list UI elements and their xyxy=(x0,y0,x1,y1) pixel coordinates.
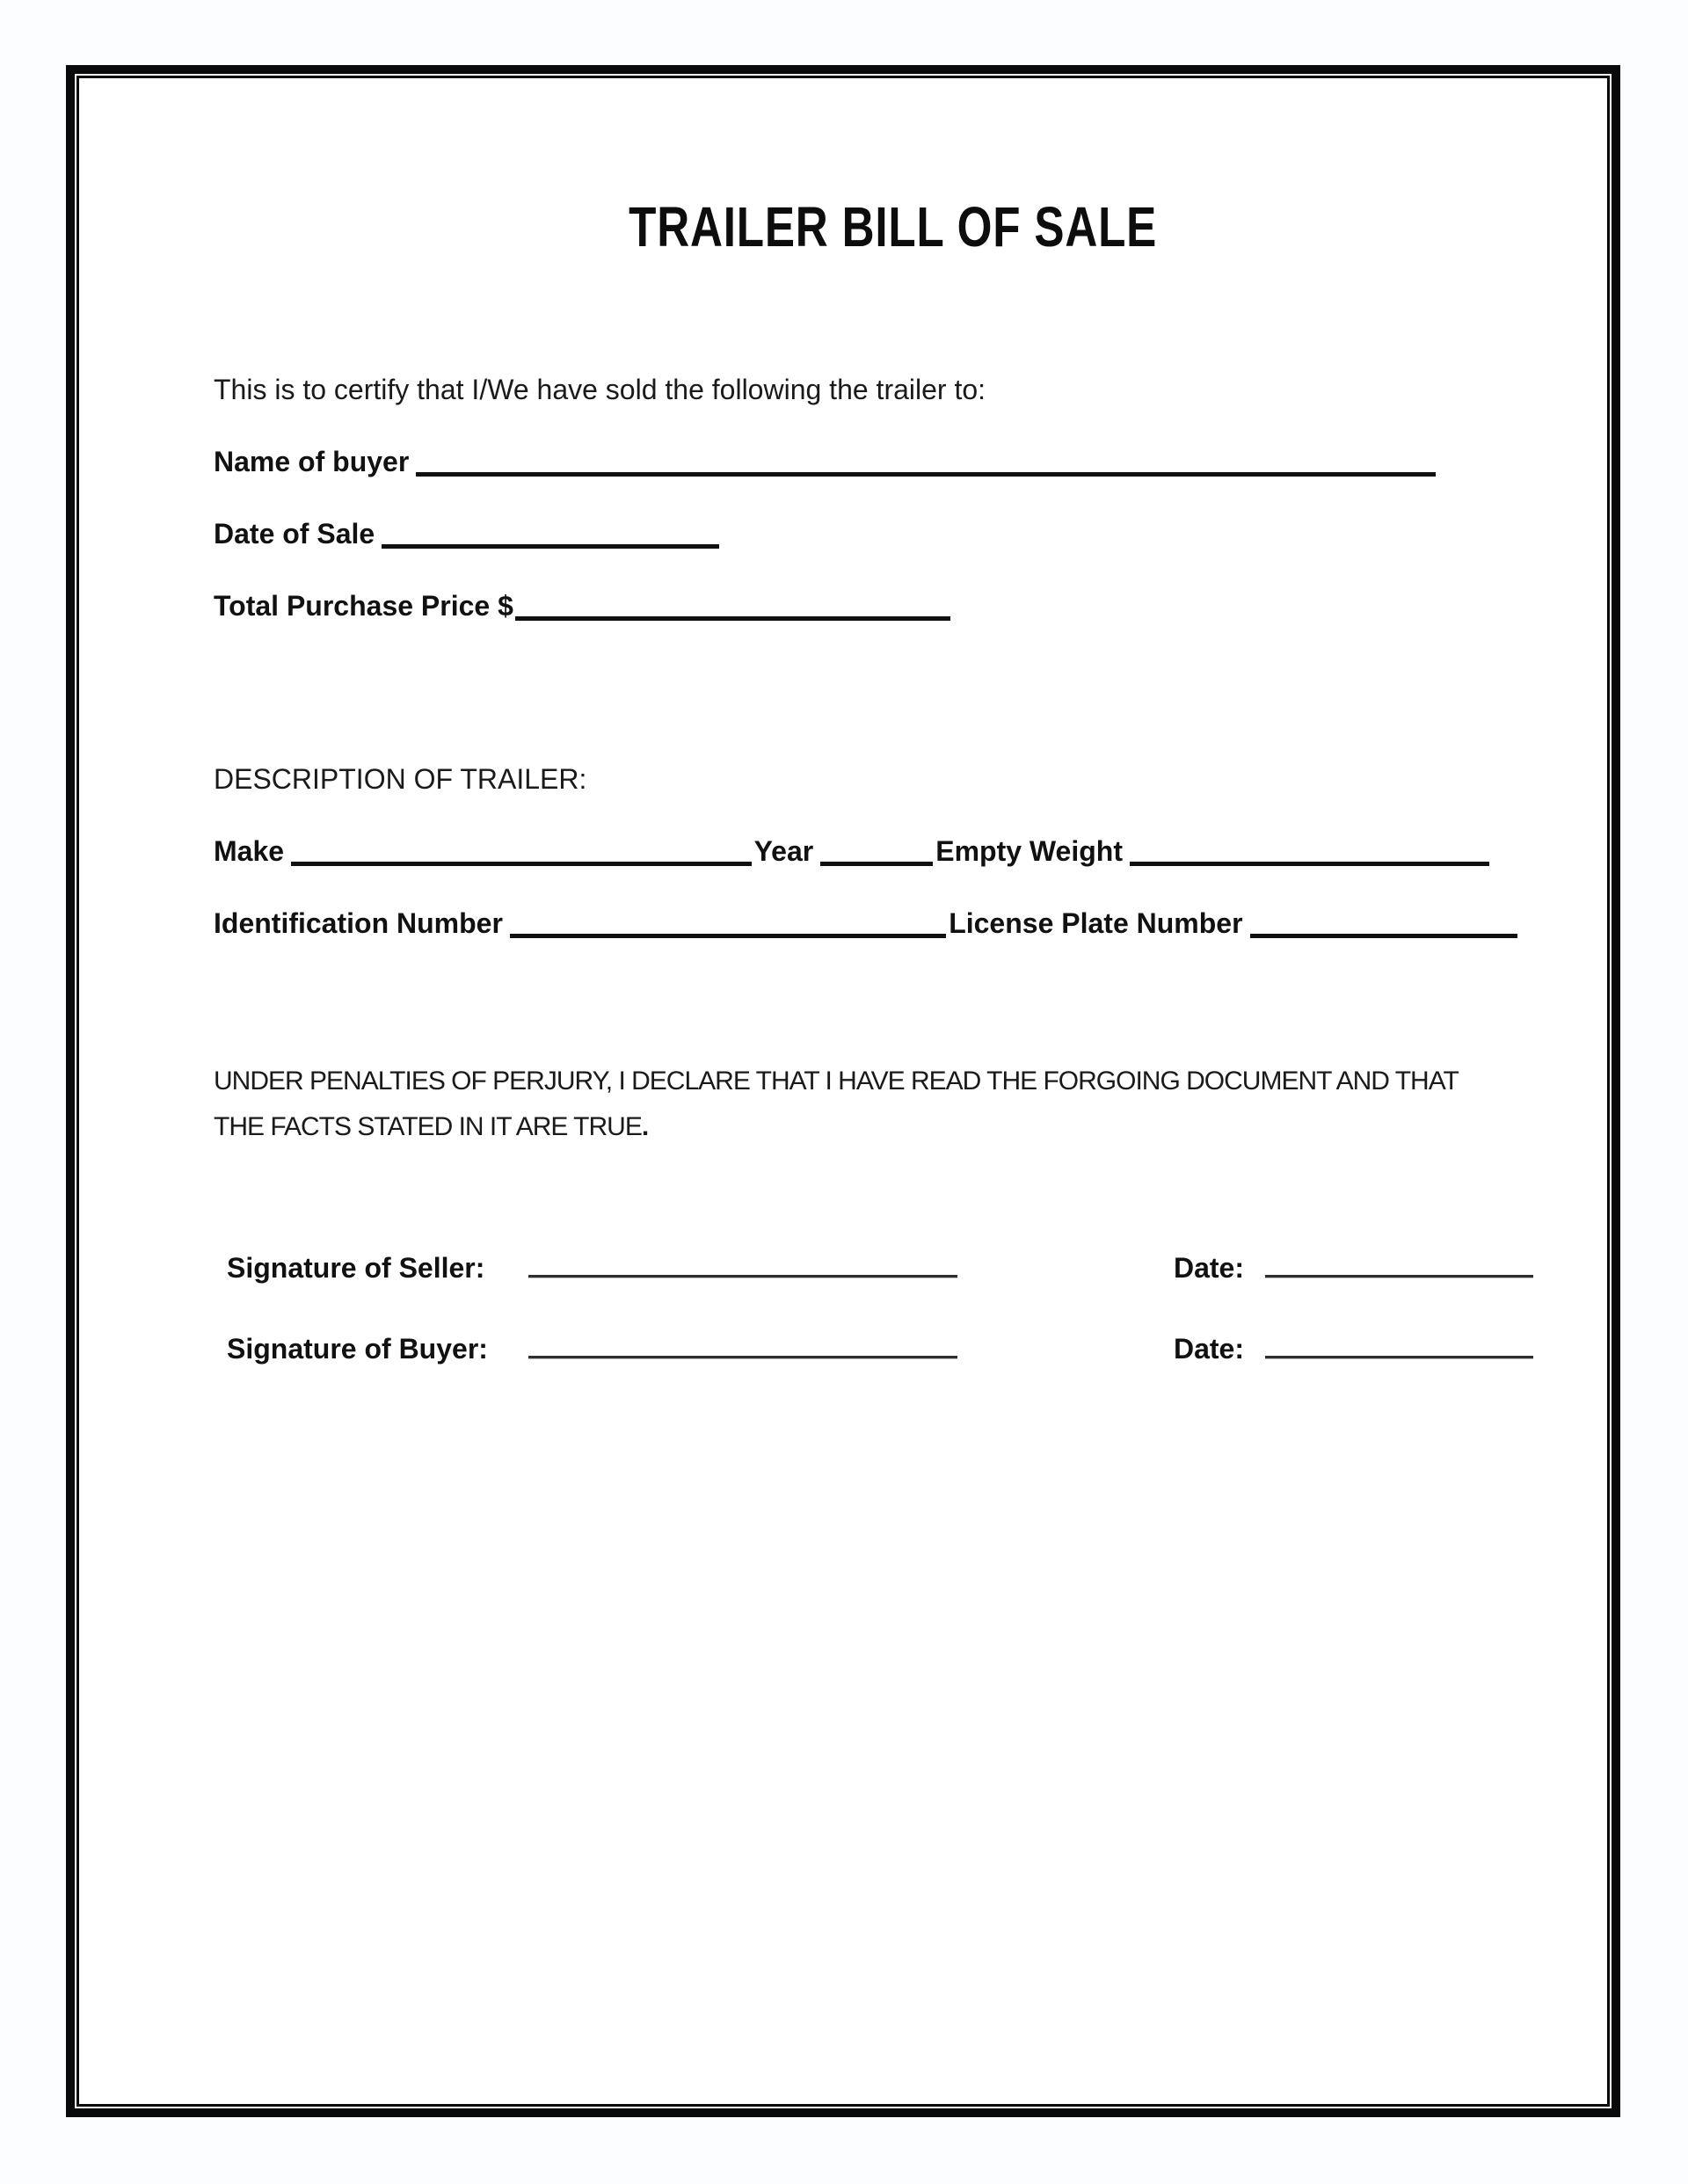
make-label: Make xyxy=(214,835,285,867)
buyer-signature-row xyxy=(227,1323,1533,1365)
year-label: Year xyxy=(753,835,814,867)
document-inner-border xyxy=(76,76,1610,2107)
date-of-sale-label: Date of Sale xyxy=(214,518,375,550)
seller-signature-blank[interactable] xyxy=(528,1253,957,1278)
identification-number-blank[interactable] xyxy=(510,912,946,938)
empty-weight-label: Empty Weight xyxy=(935,835,1123,867)
seller-date-blank[interactable] xyxy=(1265,1253,1533,1278)
perjury-statement-line2: THE FACTS STATED IN IT ARE TRUE. xyxy=(214,1112,650,1141)
signature-of-buyer-label: Signature of Buyer: xyxy=(227,1333,488,1365)
empty-weight-blank[interactable] xyxy=(1130,840,1489,866)
document-title xyxy=(214,194,1572,259)
perjury-statement xyxy=(214,1059,1572,1150)
total-purchase-price-label: Total Purchase Price $ xyxy=(214,590,513,622)
make-blank[interactable] xyxy=(291,840,752,866)
buyer-signature-blank[interactable] xyxy=(528,1334,957,1358)
document-content xyxy=(79,78,1607,2104)
total-purchase-price-blank[interactable] xyxy=(515,594,950,621)
name-of-buyer-row xyxy=(214,438,1436,478)
intro-text: This is to certify that I/We have sold the following the trailer to: xyxy=(214,374,986,405)
document-title-text: TRAILER BILL OF SALE xyxy=(629,195,1157,258)
buyer-date-label: Date: xyxy=(1173,1333,1244,1365)
license-plate-number-label: License Plate Number xyxy=(949,907,1243,939)
seller-date-label: Date: xyxy=(1173,1252,1244,1284)
year-blank[interactable] xyxy=(820,840,933,866)
description-of-trailer-heading: DESCRIPTION OF TRAILER: xyxy=(214,763,587,795)
identification-number-label: Identification Number xyxy=(214,907,503,939)
identification-row xyxy=(214,899,1517,940)
date-of-sale-row xyxy=(214,510,719,550)
name-of-buyer-label: Name of buyer xyxy=(214,446,410,477)
document-border-frame xyxy=(66,65,1620,2117)
buyer-date-blank[interactable] xyxy=(1265,1334,1533,1358)
total-purchase-price-row xyxy=(214,582,950,622)
name-of-buyer-blank[interactable] xyxy=(416,450,1436,477)
make-year-weight-row xyxy=(214,827,1489,868)
statement-period: . xyxy=(641,1112,650,1141)
date-of-sale-blank[interactable] xyxy=(382,522,719,549)
license-plate-number-blank[interactable] xyxy=(1250,912,1517,938)
seller-signature-row xyxy=(227,1242,1533,1285)
perjury-statement-line1: UNDER PENALTIES OF PERJURY, I DECLARE THAT I HAVE READ THE FORGOING DOCUMENT AND THAT xyxy=(214,1067,1459,1096)
signature-of-seller-label: Signature of Seller: xyxy=(227,1252,485,1284)
